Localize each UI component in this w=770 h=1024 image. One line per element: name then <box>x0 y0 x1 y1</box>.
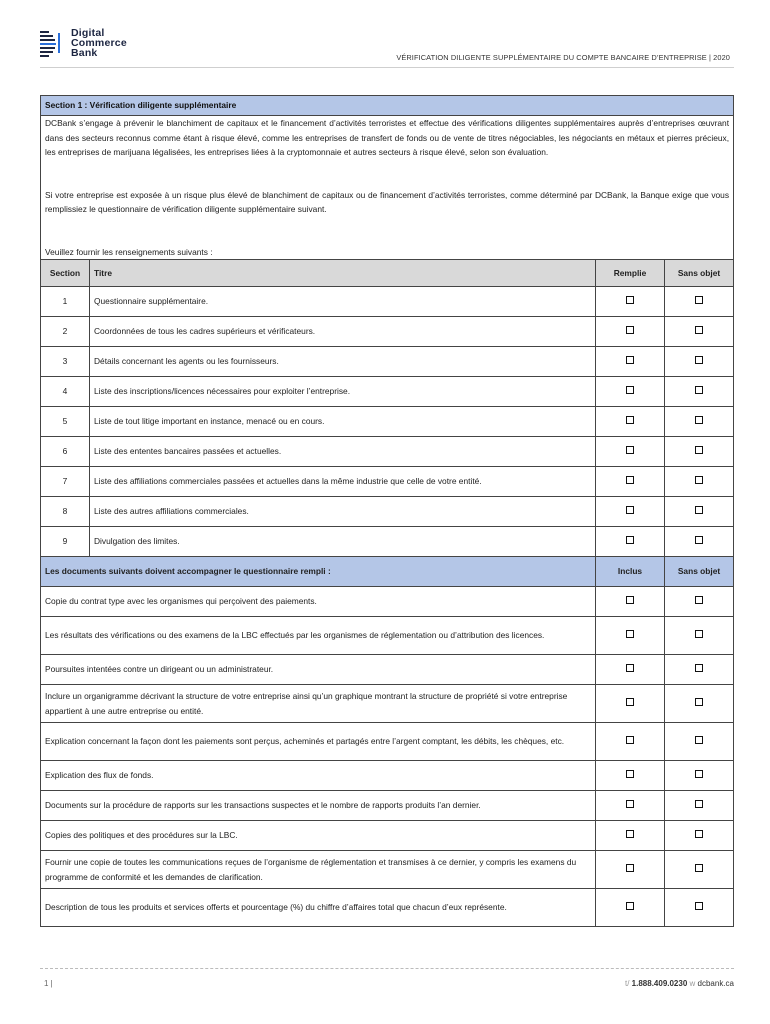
document-description: Explication concernant la façon dont les paiements sont perçus, acheminés et partagés entre l’argent comptant, les débits, les chèques, etc. <box>41 723 596 761</box>
document-row <box>41 821 734 851</box>
phone-label: t/ <box>624 979 630 988</box>
phone-number: 1.888.409.0230 <box>631 979 688 988</box>
included-checkbox[interactable] <box>626 902 634 910</box>
col-section-header: Section <box>41 260 90 287</box>
filled-checkbox[interactable] <box>626 356 634 364</box>
due-diligence-table <box>40 95 734 927</box>
table-row <box>41 407 734 437</box>
document-description: Copies des politiques et des procédures sur la LBC. <box>41 821 596 851</box>
included-checkbox[interactable] <box>626 698 634 706</box>
not-applicable-checkbox[interactable] <box>695 506 703 514</box>
filled-checkbox[interactable] <box>626 386 634 394</box>
table-row <box>41 287 734 317</box>
included-checkbox[interactable] <box>626 830 634 838</box>
footer-divider <box>40 968 734 969</box>
included-checkbox[interactable] <box>626 596 634 604</box>
document-row <box>41 791 734 821</box>
not-applicable-checkbox[interactable] <box>695 536 703 544</box>
footer-contact <box>625 979 734 988</box>
filled-checkbox[interactable] <box>626 416 634 424</box>
not-applicable-checkbox[interactable] <box>695 386 703 394</box>
row-number: 8 <box>41 497 90 527</box>
not-applicable-checkbox[interactable] <box>695 830 703 838</box>
not-applicable-checkbox[interactable] <box>695 698 703 706</box>
table-row <box>41 317 734 347</box>
not-applicable-checkbox[interactable] <box>695 416 703 424</box>
col-title-header: Titre <box>90 260 596 287</box>
row-number: 6 <box>41 437 90 467</box>
dcbank-logo-icon <box>40 28 68 58</box>
row-title: Liste des autres affiliations commerciales. <box>90 497 596 527</box>
document-description: Documents sur la procédure de rapports sur les transactions suspectes et le nombre de rapports produits l’an dernier. <box>41 791 596 821</box>
not-applicable-checkbox[interactable] <box>695 446 703 454</box>
col-na-header-2: Sans objet <box>665 557 734 587</box>
document-row <box>41 723 734 761</box>
page-header <box>0 0 770 90</box>
row-title: Liste des affiliations commerciales passées et actuelles dans la même industrie que celle de votre entité. <box>90 467 596 497</box>
not-applicable-checkbox[interactable] <box>695 902 703 910</box>
intro-paragraph-3: Veuillez fournir les renseignements suivants : <box>45 246 213 257</box>
not-applicable-checkbox[interactable] <box>695 476 703 484</box>
filled-checkbox[interactable] <box>626 476 634 484</box>
row-number: 7 <box>41 467 90 497</box>
not-applicable-checkbox[interactable] <box>695 770 703 778</box>
included-checkbox[interactable] <box>626 664 634 672</box>
row-number: 9 <box>41 527 90 557</box>
included-checkbox[interactable] <box>626 770 634 778</box>
web-label: w <box>689 979 696 988</box>
intro-paragraph-1: DCBank s’engage à prévenir le blanchiment de capitaux et le financement d’activités terroristes et effectue des vérifications diligentes supplémentaires auprès d’entreprises œuvrant dans des secteurs reconnus comme étant à risque élevé, comme les entreprises de transfert de fonds ou de vente de titres négociables, les négociants en métaux et pierres précieux, les entreprises de marijuana légalisées, les entreprises liées à la cryptomonnaie et autres secteurs à risque élevé, selon son évaluation. <box>45 118 730 157</box>
row-number: 4 <box>41 377 90 407</box>
dcbank-logo <box>40 28 127 58</box>
intro-block <box>41 116 734 260</box>
not-applicable-checkbox[interactable] <box>695 356 703 364</box>
document-description: Les résultats des vérifications ou des examens de la LBC effectués par les organismes de réglementation ou d’attribution des licences. <box>41 617 596 655</box>
document-title: VÉRIFICATION DILIGENTE SUPPLÉMENTAIRE DU COMPTE BANCAIRE D’ENTREPRISE | 2020 <box>396 53 730 62</box>
col-included-header: Inclus <box>596 557 665 587</box>
header-divider <box>40 67 734 68</box>
document-row <box>41 889 734 927</box>
row-title: Liste des ententes bancaires passées et actuelles. <box>90 437 596 467</box>
row-number: 2 <box>41 317 90 347</box>
document-row <box>41 761 734 791</box>
not-applicable-checkbox[interactable] <box>695 596 703 604</box>
document-description: Explication des flux de fonds. <box>41 761 596 791</box>
table2-header-row <box>41 557 734 587</box>
filled-checkbox[interactable] <box>626 326 634 334</box>
col-filled-header: Remplie <box>596 260 665 287</box>
row-title: Liste de tout litige important en instance, menacé ou en cours. <box>90 407 596 437</box>
document-row <box>41 851 734 889</box>
document-row <box>41 655 734 685</box>
not-applicable-checkbox[interactable] <box>695 864 703 872</box>
row-number: 1 <box>41 287 90 317</box>
document-description: Description de tous les produits et services offerts et pourcentage (%) du chiffre d’affaires total que chacun d’eux représente. <box>41 889 596 927</box>
table1-header-row <box>41 260 734 287</box>
table-row <box>41 377 734 407</box>
row-number: 5 <box>41 407 90 437</box>
section-header <box>41 96 734 116</box>
table-row <box>41 437 734 467</box>
document-description: Fournir une copie de toutes les communications reçues de l’organisme de réglementation et transmises à ce dernier, y compris les examens du programme de conformité et les demandes de clarification. <box>41 851 596 889</box>
website: dcbank.ca <box>697 979 734 988</box>
document-description: Inclure un organigramme décrivant la structure de votre entreprise ainsi qu’un graphique montrant la structure de propriété si votre entreprise appartient à une autre entreprise ou entité. <box>41 685 596 723</box>
logo-text-line2: Commerce <box>71 37 127 49</box>
logo-text-line3: Bank <box>71 47 98 59</box>
row-number: 3 <box>41 347 90 377</box>
document-description: Copie du contrat type avec les organismes qui perçoivent des paiements. <box>41 587 596 617</box>
filled-checkbox[interactable] <box>626 296 634 304</box>
document-row <box>41 685 734 723</box>
table-row <box>41 497 734 527</box>
included-checkbox[interactable] <box>626 630 634 638</box>
logo-text-line1: Digital <box>71 27 105 39</box>
table-row <box>41 347 734 377</box>
filled-checkbox[interactable] <box>626 446 634 454</box>
included-checkbox[interactable] <box>626 736 634 744</box>
document-row <box>41 587 734 617</box>
row-title: Détails concernant les agents ou les fournisseurs. <box>90 347 596 377</box>
not-applicable-checkbox[interactable] <box>695 800 703 808</box>
row-title: Questionnaire supplémentaire. <box>90 287 596 317</box>
row-title: Liste des inscriptions/licences nécessaires pour exploiter l’entreprise. <box>90 377 596 407</box>
col-na-header: Sans objet <box>665 260 734 287</box>
row-title: Divulgation des limites. <box>90 527 596 557</box>
not-applicable-checkbox[interactable] <box>695 664 703 672</box>
row-title: Coordonnées de tous les cadres supérieurs et vérificateurs. <box>90 317 596 347</box>
section-title: Section 1 : Vérification diligente supplémentaire <box>41 96 734 116</box>
included-checkbox[interactable] <box>626 864 634 872</box>
not-applicable-checkbox[interactable] <box>695 326 703 334</box>
page-number: 1 | <box>44 979 53 988</box>
table-row <box>41 467 734 497</box>
included-checkbox[interactable] <box>626 800 634 808</box>
table-row <box>41 527 734 557</box>
not-applicable-checkbox[interactable] <box>695 736 703 744</box>
documents-heading: Les documents suivants doivent accompagner le questionnaire rempli : <box>41 557 596 587</box>
document-description: Poursuites intentées contre un dirigeant ou un administrateur. <box>41 655 596 685</box>
intro-paragraph-2: Si votre entreprise est exposée à un risque plus élevé de blanchiment de capitaux ou de financement d’activités terroristes, comme déterminé par DCBank, la Banque exige que vous remplissiez le questionnaire de vérification diligente supplémentaire suivant. <box>45 189 730 214</box>
document-row <box>41 617 734 655</box>
filled-checkbox[interactable] <box>626 536 634 544</box>
not-applicable-checkbox[interactable] <box>695 630 703 638</box>
filled-checkbox[interactable] <box>626 506 634 514</box>
not-applicable-checkbox[interactable] <box>695 296 703 304</box>
